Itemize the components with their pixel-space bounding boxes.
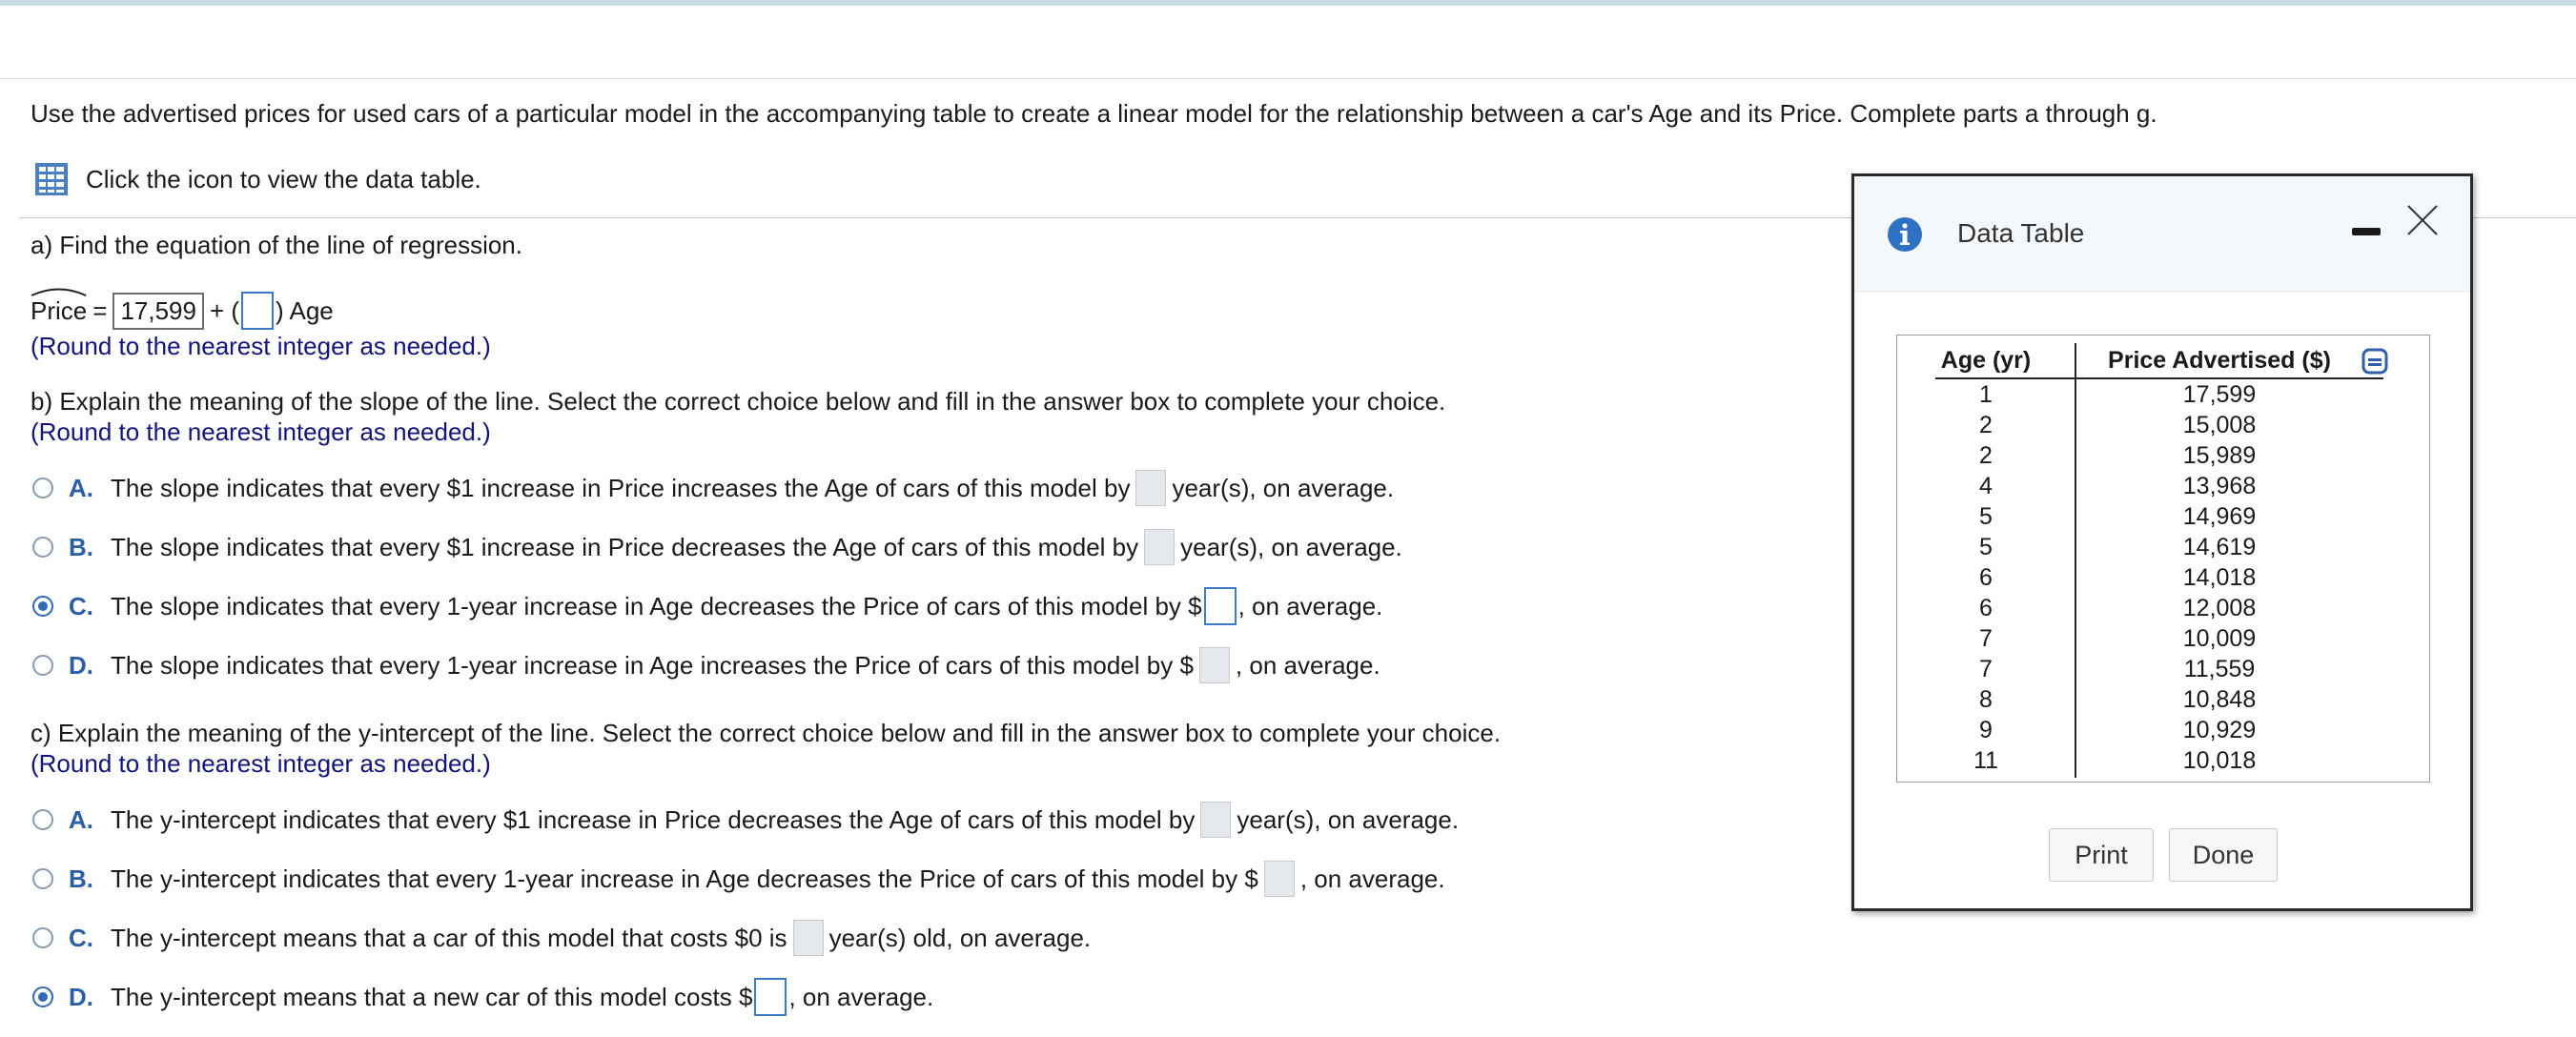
option-text-after: , on average. — [1237, 591, 1383, 620]
info-icon — [1887, 216, 1923, 253]
option-text-after: year(s), on average. — [1180, 532, 1402, 561]
option-text: The slope indicates that every $1 increase in Price decreases the Age of cars of this model by — [111, 532, 1139, 561]
answer-input[interactable] — [1264, 861, 1295, 897]
data-table-link-text[interactable]: Click the icon to view the data table. — [86, 164, 481, 193]
radio-button-selected[interactable] — [32, 986, 53, 1007]
age-cell: 4 — [1979, 473, 1993, 499]
copy-table-icon[interactable] — [2361, 347, 2389, 376]
part-b-option-b[interactable] — [32, 528, 1402, 566]
option-text-after: year(s), on average. — [1172, 473, 1395, 502]
price-cell: 15,008 — [2182, 412, 2257, 438]
radio-button[interactable] — [32, 478, 53, 498]
age-cell: 6 — [1979, 595, 1993, 621]
option-letter: A. — [69, 473, 93, 502]
dialog-title: Data Table — [1957, 218, 2085, 248]
radio-button[interactable] — [32, 809, 53, 830]
table-row — [1897, 656, 2431, 686]
option-letter: B. — [69, 532, 93, 561]
part-b-option-d[interactable] — [32, 646, 1380, 684]
price-cell: 10,009 — [2182, 625, 2257, 652]
part-c-round-note: (Round to the nearest integer as needed.) — [31, 749, 491, 778]
hat-accent — [31, 285, 87, 296]
part-b-option-a[interactable] — [32, 469, 1394, 507]
table-row — [1897, 564, 2431, 595]
part-a-question: a) Find the equation of the line of regression. — [31, 231, 522, 259]
table-row — [1897, 473, 2431, 503]
header-age: Age (yr) — [1940, 347, 2032, 374]
part-c-option-c[interactable] — [32, 919, 1091, 957]
age-cell: 6 — [1979, 564, 1993, 591]
age-label: ) Age — [276, 295, 334, 325]
price-cell: 14,619 — [2182, 534, 2257, 560]
radio-button[interactable] — [32, 537, 53, 558]
table-row — [1897, 747, 2431, 778]
price-cell: 13,968 — [2182, 473, 2257, 499]
option-letter: C. — [69, 591, 93, 620]
part-c-option-d[interactable] — [32, 978, 933, 1016]
header-price: Price Advertised ($) — [2108, 347, 2331, 374]
top-accent-bar — [0, 0, 2576, 6]
option-text-after: year(s), on average. — [1237, 804, 1460, 834]
table-row — [1897, 442, 2431, 473]
part-b-question: b) Explain the meaning of the slope of the line. Select the correct choice below and fill in the answer box to complete your choice. — [31, 387, 1446, 416]
part-b-round-note: (Round to the nearest integer as needed.) — [31, 417, 491, 446]
radio-button[interactable] — [32, 927, 53, 948]
age-cell: 1 — [1979, 381, 1993, 408]
option-text: The y-intercept means that a new car of this model costs $ — [111, 982, 753, 1011]
option-text-after: , on average. — [788, 982, 934, 1011]
age-cell: 9 — [1979, 717, 1993, 743]
dialog-header — [1854, 176, 2470, 292]
table-row — [1897, 686, 2431, 717]
answer-input[interactable] — [1199, 647, 1230, 683]
price-cell: 10,018 — [2182, 747, 2257, 774]
price-cell: 14,969 — [2182, 503, 2257, 530]
table-row — [1897, 412, 2431, 442]
option-text: The y-intercept means that a car of this model that costs $0 is — [111, 923, 787, 952]
data-table — [1896, 335, 2430, 783]
option-text: The slope indicates that every $1 increase in Price increases the Age of cars of this model by — [111, 473, 1131, 502]
option-letter: B. — [69, 864, 93, 893]
option-text-after: , on average. — [1235, 650, 1380, 680]
price-cell: 11,559 — [2183, 656, 2256, 682]
regression-equation — [31, 292, 334, 330]
price-cell: 17,599 — [2182, 381, 2257, 408]
option-text: The slope indicates that every 1-year increase in Age decreases the Price of cars of this model by $ — [111, 591, 1202, 620]
table-row — [1897, 625, 2431, 656]
plus-paren: + ( — [209, 295, 240, 325]
age-cell: 5 — [1979, 534, 1993, 560]
age-cell: 8 — [1979, 686, 1993, 713]
slope-answer-input[interactable] — [241, 292, 274, 330]
option-text-after: , on average. — [1299, 864, 1445, 893]
done-button[interactable]: Done — [2169, 828, 2278, 882]
answer-input[interactable] — [754, 978, 787, 1016]
option-text: The y-intercept indicates that every 1-year increase in Age decreases the Price of cars of this model by $ — [111, 864, 1258, 893]
age-cell: 2 — [1979, 442, 1993, 469]
price-hat-label — [31, 296, 87, 326]
header-underline — [1935, 377, 2383, 379]
intercept-answer-box[interactable]: 17,599 — [112, 293, 204, 330]
age-cell: 7 — [1979, 656, 1993, 682]
part-a-round-note: (Round to the nearest integer as needed.) — [31, 332, 491, 360]
answer-input[interactable] — [1200, 802, 1231, 838]
price-cell: 12,008 — [2182, 595, 2257, 621]
print-button[interactable]: Print — [2049, 828, 2154, 882]
radio-button[interactable] — [32, 868, 53, 889]
option-text: The y-intercept indicates that every $1 increase in Price decreases the Age of cars of this model by — [111, 804, 1196, 834]
table-row — [1897, 595, 2431, 625]
equals-sign: = — [92, 295, 108, 325]
age-cell: 2 — [1979, 412, 1993, 438]
option-letter: D. — [69, 982, 93, 1011]
option-letter: D. — [69, 650, 93, 680]
table-row — [1897, 503, 2431, 534]
age-cell: 5 — [1979, 503, 1993, 530]
header-divider — [0, 78, 2576, 79]
price-label: Price — [31, 295, 88, 325]
price-cell: 15,989 — [2182, 442, 2257, 469]
answer-input[interactable] — [1144, 529, 1175, 565]
radio-button[interactable] — [32, 655, 53, 676]
answer-input[interactable] — [793, 920, 824, 956]
table-row — [1897, 717, 2431, 747]
part-c-option-b[interactable] — [32, 860, 1445, 898]
age-cell: 11 — [1973, 747, 1998, 774]
minimize-icon[interactable] — [2352, 228, 2381, 235]
table-row — [1897, 381, 2431, 412]
price-cell: 10,929 — [2182, 717, 2257, 743]
data-table-dialog — [1851, 173, 2473, 911]
close-icon[interactable] — [2405, 203, 2440, 237]
part-c-question: c) Explain the meaning of the y-intercept of the line. Select the correct choice below and fill in the answer box to complete your choice. — [31, 719, 1502, 747]
part-c-option-a[interactable] — [32, 801, 1459, 839]
data-table-link-row[interactable] — [34, 162, 481, 196]
option-text: The slope indicates that every 1-year increase in Age increases the Price of cars of this model by $ — [111, 650, 1194, 680]
answer-input[interactable] — [1204, 587, 1237, 625]
age-cell: 7 — [1979, 625, 1993, 652]
answer-input[interactable] — [1135, 470, 1166, 506]
table-row — [1897, 534, 2431, 564]
table-grid-icon[interactable] — [34, 162, 69, 196]
problem-intro: Use the advertised prices for used cars of a particular model in the accompanying table to create a linear model for the relationship between a car's Age and its Price. Complete parts a through g. — [31, 99, 2157, 128]
price-cell: 14,018 — [2182, 564, 2257, 591]
price-cell: 10,848 — [2182, 686, 2257, 713]
option-letter: C. — [69, 923, 93, 952]
part-b-option-c[interactable] — [32, 587, 1382, 625]
option-text-after: year(s) old, on average. — [828, 923, 1092, 952]
option-letter: A. — [69, 804, 93, 834]
radio-button-selected[interactable] — [32, 596, 53, 617]
